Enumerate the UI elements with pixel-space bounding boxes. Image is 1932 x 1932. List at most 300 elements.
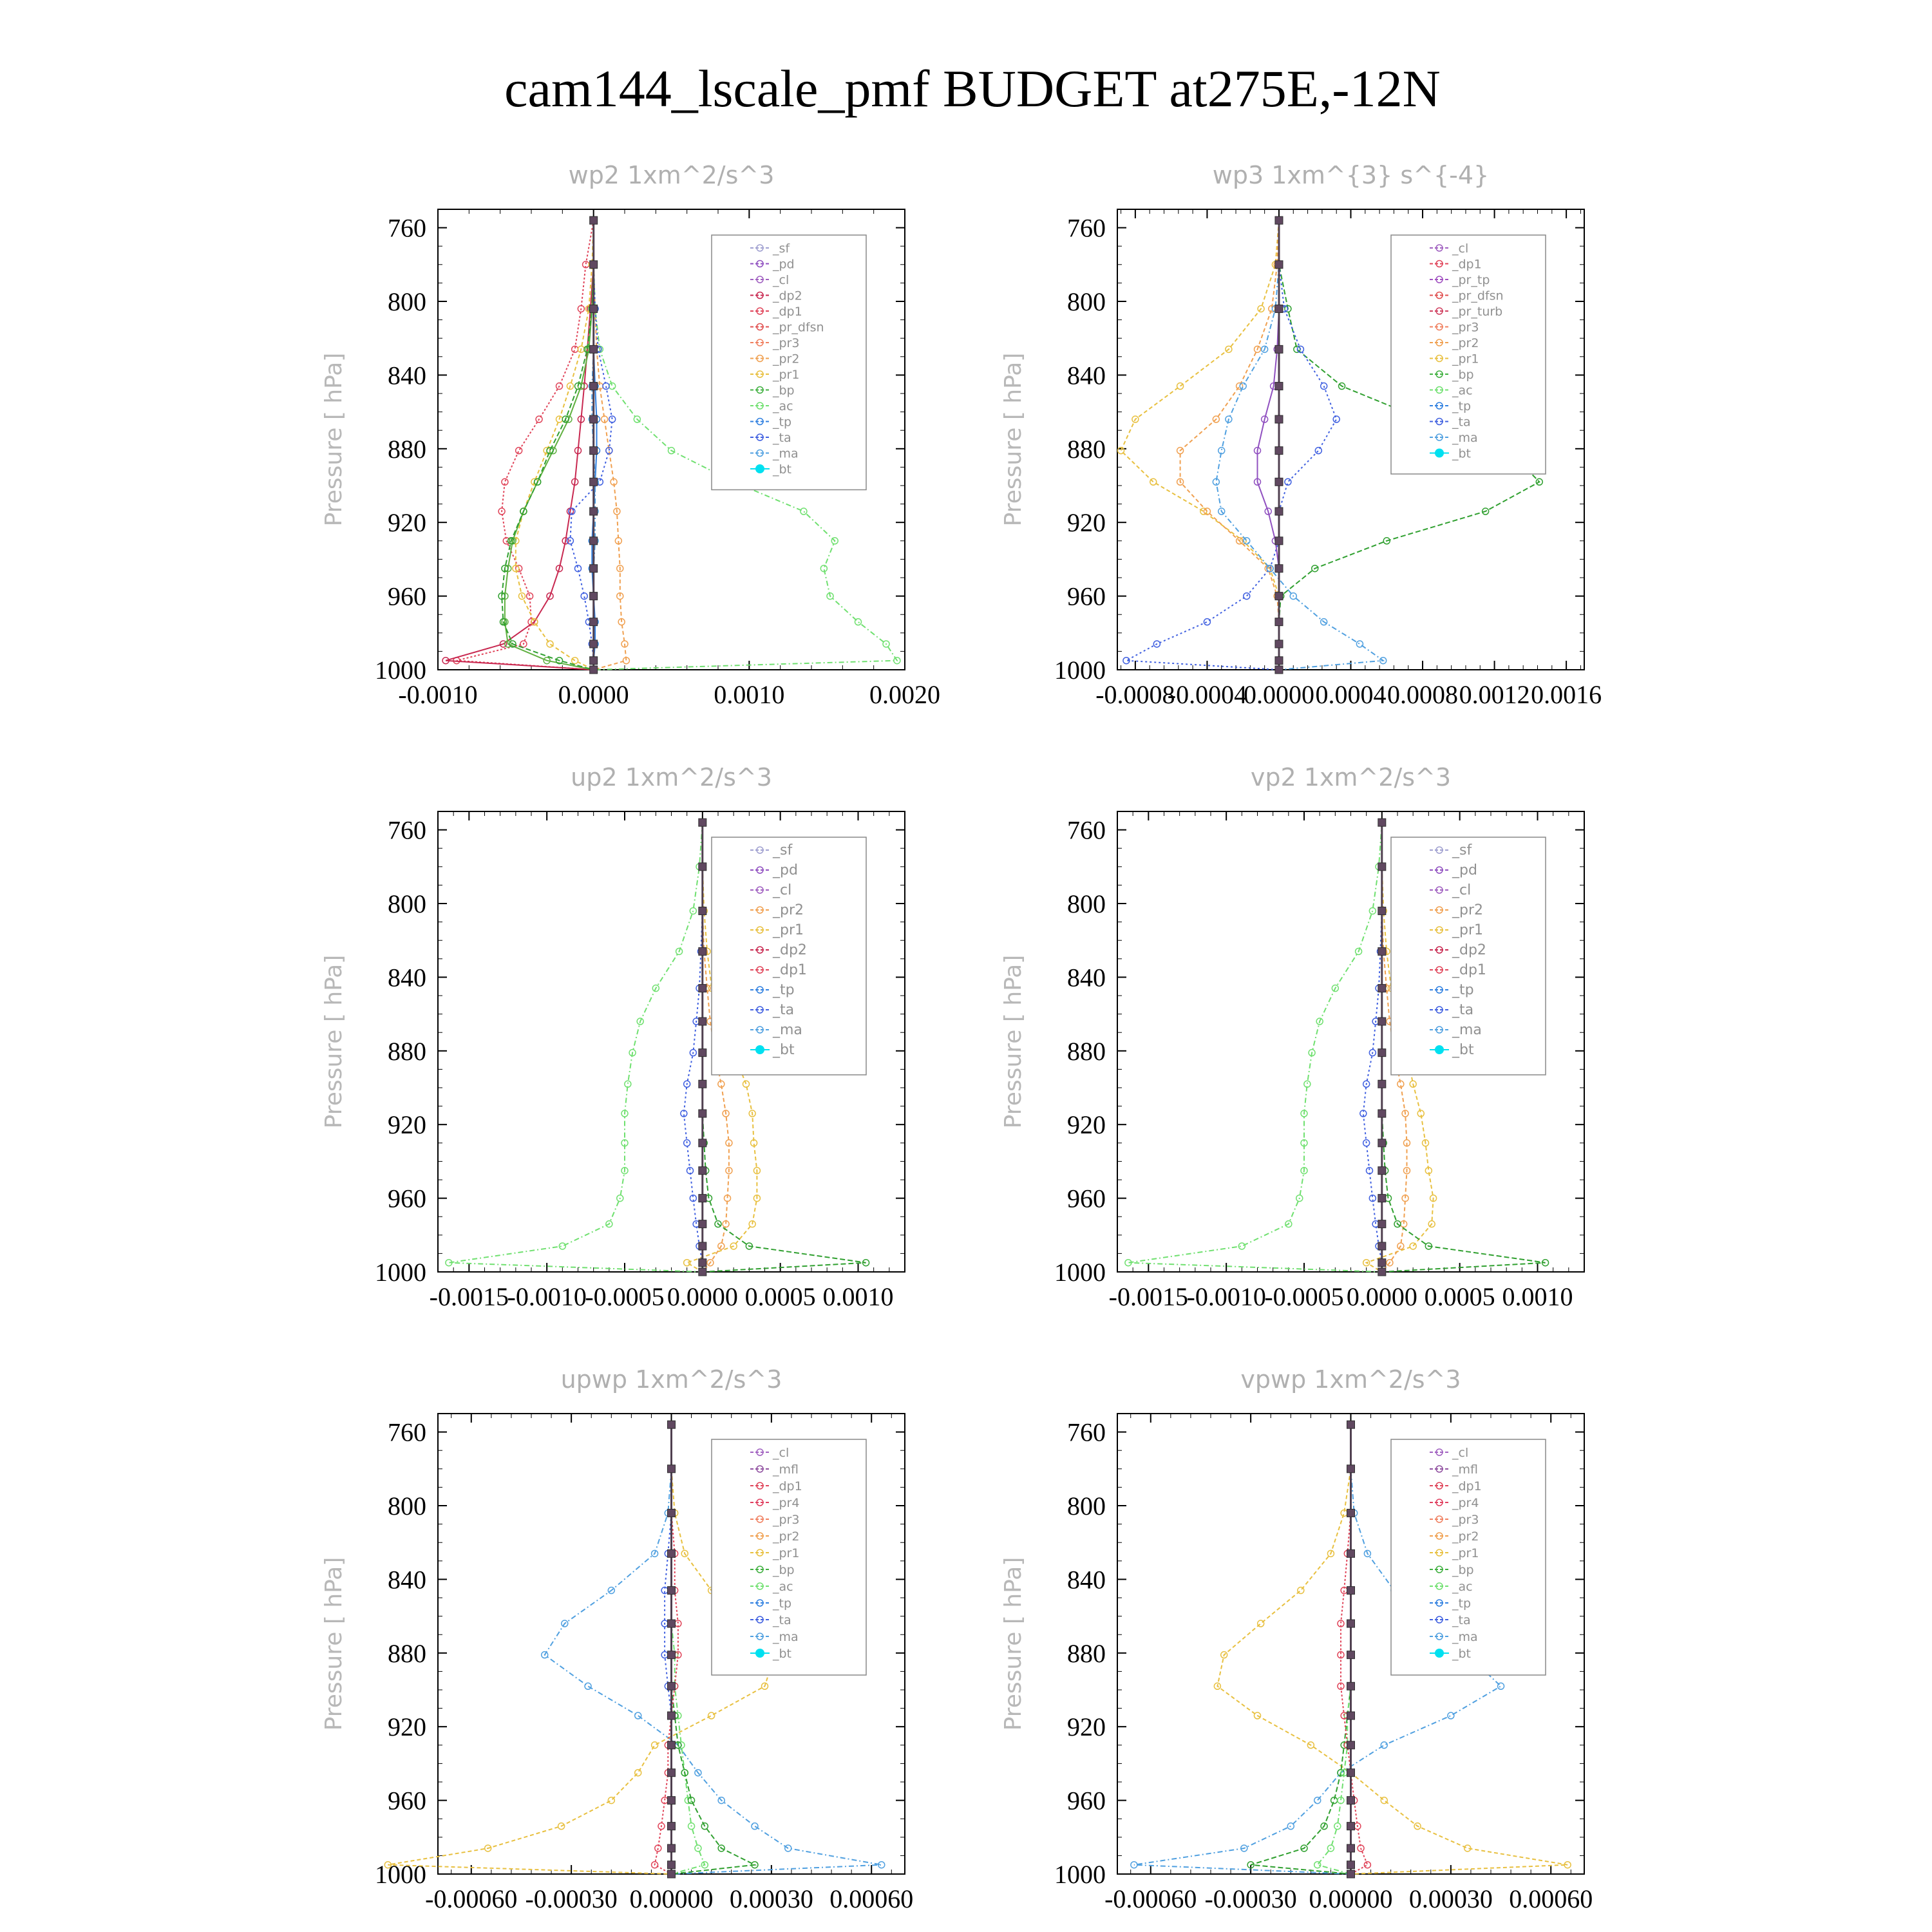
data-point [1347,1870,1355,1878]
data-point [547,641,553,647]
x-tick-label: 0.0012 [1459,680,1530,709]
series-line-pr2 [516,220,594,670]
data-point [699,863,706,871]
legend-label: _bp [773,383,795,398]
legend-label: _dp2 [773,942,807,958]
y-tick-label: 800 [388,287,426,316]
panel-title: up2 1xm^2/s^3 [571,763,772,791]
data-point [699,1110,706,1117]
legend-label: _tp [1452,399,1472,413]
data-point [668,1421,676,1428]
y-tick-label: 800 [1067,1492,1106,1520]
y-tick-label: 840 [1067,1565,1106,1595]
chart-panel-5 [321,1365,913,1913]
data-point [590,565,598,573]
x-tick-label: 0.0020 [869,680,940,709]
series-line-bp [1251,1425,1350,1874]
x-tick-label: -0.00030 [525,1884,618,1913]
data-point [1314,1797,1321,1804]
data-point [1347,1620,1355,1627]
data-point [609,416,616,422]
data-point [699,819,706,826]
data-point [609,383,616,390]
y-tick-label: 840 [1067,963,1106,992]
legend-label: _pd [773,257,795,272]
data-point [1347,1823,1355,1830]
y-tick-label: 760 [1067,815,1106,845]
y-tick-label: 1000 [1054,656,1106,685]
x-tick-label: 0.00060 [1509,1884,1593,1913]
legend-label: _cl [1452,242,1469,256]
y-tick-label: 840 [1067,361,1106,390]
y-tick-label: 760 [1067,1417,1106,1447]
data-point [1333,416,1340,422]
x-tick-label: -0.0015 [1108,1282,1188,1311]
data-point [668,1870,676,1878]
data-point [684,1260,690,1266]
legend-label: _dp1 [773,962,807,978]
legend-label: _pr4 [773,1496,800,1510]
y-tick-label: 880 [1067,1036,1106,1066]
x-tick-label: 0.0016 [1531,680,1602,709]
series-line-ac [672,1425,705,1874]
data-point [1347,1682,1355,1690]
x-tick-label: 0.00030 [1408,1884,1493,1913]
legend-label: _ac [1452,383,1473,398]
data-point [699,1167,706,1175]
legend-label: _pr2 [1452,336,1479,350]
legend-label: _ac [1452,1580,1473,1594]
panel-title: vpwp 1xm^2/s^3 [1240,1365,1461,1394]
data-point [668,1682,676,1690]
series-line-ac [1318,1425,1351,1874]
data-point [1378,1242,1386,1250]
chart-panel-3 [321,763,905,1311]
legend-label: _ac [773,399,793,413]
data-point [1275,537,1283,545]
data-point [1378,1018,1386,1025]
x-tick-label: -0.0015 [429,1282,509,1311]
panel-title: wp2 1xm^2/s^3 [568,161,775,189]
legend-label: _dp1 [1452,257,1482,272]
x-tick-label: -0.00060 [425,1884,518,1913]
data-point [1378,819,1386,826]
x-tick-label: -0.0010 [398,680,478,709]
legend-label: _ta [1452,415,1471,430]
data-point [1285,478,1291,485]
data-point [1347,1712,1355,1719]
y-tick-label: 960 [388,1184,426,1213]
y-tick-label: 960 [1067,1786,1106,1815]
data-point [1275,507,1283,515]
panel-title: wp3 1xm^{3} s^{-4} [1212,161,1490,189]
y-tick-label: 1000 [1054,1860,1106,1889]
data-point [668,1769,676,1777]
legend-label: _pr1 [1452,1546,1479,1560]
data-point [590,415,598,423]
data-point [699,907,706,914]
legend-label: _ma [1452,1022,1482,1038]
data-point [699,1049,706,1057]
y-tick-label: 920 [1067,508,1106,538]
legend-label: _tp [1452,1596,1472,1611]
data-point [668,1587,676,1595]
series-line-dp2 [446,220,594,670]
legend-label: _ma [773,1022,802,1038]
x-tick-label: 0.0000 [558,680,629,709]
x-tick-label: -0.00060 [1104,1884,1197,1913]
x-tick-label: 0.00000 [629,1884,714,1913]
x-tick-label: 0.00000 [1309,1884,1393,1913]
data-point [1356,641,1363,647]
legend-label: _pr2 [1452,902,1484,918]
legend-label: _cl [1452,1446,1469,1460]
y-tick-label: 800 [1067,889,1106,918]
data-point [1275,565,1283,573]
data-point [1378,985,1386,992]
series-line-bp [502,220,594,670]
y-axis-label: Pressure [ hPa] [1000,352,1027,527]
data-point [699,1018,706,1025]
data-point [1378,1195,1386,1202]
data-point [668,1741,676,1749]
data-point [668,1797,676,1804]
data-point [590,537,598,545]
legend-label: _tp [773,415,792,430]
panel-title: vp2 1xm^2/s^3 [1250,763,1452,791]
data-point [590,618,598,626]
legend-marker [1435,1649,1444,1658]
data-point [1378,1139,1386,1147]
legend-label: _pr3 [773,336,800,350]
data-point [1258,1620,1264,1627]
y-tick-label: 920 [388,1110,426,1140]
y-tick-label: 960 [388,582,426,611]
y-tick-label: 960 [1067,582,1106,611]
x-tick-label: -0.0010 [1186,1282,1266,1311]
data-point [590,261,598,269]
data-point [652,1742,658,1748]
y-tick-label: 920 [1067,1712,1106,1742]
x-tick-label: -0.0010 [507,1282,587,1311]
panels [321,161,1602,1913]
legend-label: _dp2 [773,289,802,303]
data-point [590,478,598,486]
data-point [1347,1509,1355,1517]
data-point [1298,1587,1304,1594]
data-point [1347,1421,1355,1428]
data-point [1275,618,1283,626]
legend-label: _ta [773,1002,795,1018]
x-tick-label: -0.0004 [1167,680,1247,709]
series-line-pr4 [1341,1425,1367,1874]
legend-label: _tp [773,1596,792,1611]
data-point [1275,345,1283,353]
x-tick-label: 0.00060 [829,1884,914,1913]
data-point [1315,448,1321,454]
data-point [1275,415,1283,423]
data-point [752,1823,758,1830]
legend-label: _bp [1452,368,1474,382]
legend-label: _pr3 [1452,1513,1479,1527]
legend-marker [1435,449,1444,458]
legend-marker [755,1045,764,1054]
legend-label: _ma [773,1630,799,1644]
series-line-ta [570,220,612,670]
legend-label: _sf [773,842,793,858]
legend-label: _pr1 [773,368,800,382]
data-point [1275,640,1283,648]
x-tick-label: 0.00030 [729,1884,813,1913]
data-point [585,1683,591,1689]
legend-label: _pr_turb [1452,305,1503,319]
legend-label: _pr1 [773,922,804,938]
data-point [1204,619,1210,625]
data-point [1381,1797,1387,1804]
x-tick-label: 0.0005 [1424,1282,1495,1311]
series-line-dp1 [1258,220,1280,670]
x-tick-label: 0.0000 [667,1282,738,1311]
legend-label: _sf [1452,842,1472,858]
y-tick-label: 960 [1067,1184,1106,1213]
x-tick-label: 0.0000 [1243,680,1314,709]
legend-label: _bt [773,1647,792,1661]
series-line-ta [665,1425,671,1874]
legend-label: _pr3 [1452,320,1479,335]
chart-panel-4 [1000,763,1584,1311]
y-tick-label: 920 [388,508,426,538]
chart-panel-2 [1000,161,1602,709]
legend-label: _cl [773,1446,790,1460]
data-point [1498,1683,1504,1689]
data-point [590,345,598,353]
panel-title: upwp 1xm^2/s^3 [560,1365,782,1394]
data-point [699,985,706,992]
data-point [1275,305,1283,312]
legend-label: _ta [773,1613,791,1627]
data-point [516,448,522,454]
y-tick-label: 1000 [375,1258,426,1287]
data-point [699,947,706,955]
legend-label: _pr4 [1452,1496,1479,1510]
legend-label: _dp1 [773,1479,802,1493]
x-tick-label: 0.0005 [744,1282,816,1311]
series-line-pr2 [1180,220,1279,670]
legend-label: _pr1 [1452,352,1479,366]
data-point [1275,657,1283,665]
data-point [1381,1742,1387,1748]
series-line-ta [684,822,703,1272]
data-point [1347,1741,1355,1749]
data-point [625,1081,631,1087]
legend-label: _pd [1452,862,1477,878]
data-point [1275,592,1283,600]
y-axis-label: Pressure [ hPa] [1000,1557,1027,1731]
data-point [590,447,598,455]
y-tick-label: 880 [388,1036,426,1066]
data-point [743,1081,750,1087]
legend-label: _tp [1452,982,1474,998]
legend-label: _bt [773,462,792,477]
y-tick-label: 800 [388,889,426,918]
data-point [635,1712,641,1719]
data-point [1150,478,1157,485]
data-point [1448,1712,1454,1719]
legend-label: _pr2 [773,902,804,918]
y-tick-label: 800 [1067,287,1106,316]
data-point [668,1844,676,1852]
legend-label: _dp2 [1452,942,1486,958]
legend-label: _bp [1452,1563,1474,1577]
legend-label: _tp [773,982,795,998]
y-tick-label: 880 [388,1638,426,1668]
legend-label: _pr3 [773,1513,800,1527]
y-tick-label: 1000 [1054,1258,1106,1287]
data-point [590,592,598,600]
data-point [1378,1080,1386,1088]
data-point [699,1242,706,1250]
data-point [668,1651,676,1659]
series-line-ta [1126,220,1336,670]
y-tick-label: 880 [388,434,426,464]
series-line-tp [1216,220,1383,670]
y-tick-label: 880 [1067,1638,1106,1668]
y-tick-label: 840 [388,963,426,992]
data-point [699,1259,706,1267]
data-point [608,1797,614,1804]
data-point [1347,1769,1355,1777]
legend-label: _pr2 [773,352,800,366]
legend-label: _bt [1452,1647,1472,1661]
legend-label: _ta [1452,1002,1474,1018]
legend-label: _pr1 [773,1546,800,1560]
legend-label: _bt [1452,1042,1474,1058]
data-point [1347,1587,1355,1595]
data-point [635,1770,641,1776]
data-point [1347,1844,1355,1852]
legend-label: _pr1 [1452,922,1484,938]
data-point [1347,1651,1355,1659]
legend-label: _pr_tp [1452,273,1490,287]
x-tick-label: 0.0008 [1387,680,1459,709]
legend-label: _mfl [773,1463,799,1477]
data-point [1177,383,1184,390]
y-tick-label: 760 [1067,213,1106,243]
data-point [1378,863,1386,871]
legend-label: _bt [773,1042,795,1058]
x-tick-label: -0.0005 [585,1282,665,1311]
y-tick-label: 1000 [375,656,426,685]
y-tick-label: 840 [388,1565,426,1595]
legend-label: _ta [773,431,791,445]
x-tick-label: 0.0010 [714,680,785,709]
y-axis-label: Pressure [ hPa] [321,954,347,1129]
legend-label: _dp1 [1452,962,1486,978]
data-point [1378,1220,1386,1228]
legend-label: _pr_dfsn [1452,289,1504,303]
data-point [699,1080,706,1088]
data-point [1275,447,1283,455]
data-point [668,1823,676,1830]
legend-label: _cl [773,273,790,287]
y-tick-label: 800 [388,1492,426,1520]
y-axis-label: Pressure [ hPa] [321,1557,347,1731]
data-point [1378,907,1386,914]
y-tick-label: 760 [388,815,426,845]
legend-label: _bp [773,1563,795,1577]
legend-label: _dp1 [1452,1479,1482,1493]
x-tick-label: 0.0010 [822,1282,894,1311]
figure-title: cam144_lscale_pmf BUDGET at275E,-12N [504,59,1441,118]
data-point [1275,666,1283,674]
y-tick-label: 960 [388,1786,426,1815]
data-point [668,1712,676,1719]
x-tick-label: -0.00030 [1204,1884,1297,1913]
data-point [668,1509,676,1517]
data-point [699,1268,706,1276]
data-point [603,383,609,390]
data-point [590,640,598,648]
data-point [590,216,598,224]
x-tick-label: 0.0004 [1315,680,1387,709]
legend-label: _ta [1452,1613,1471,1627]
y-axis-label: Pressure [ hPa] [321,352,347,527]
series-line-pr1 [1121,220,1279,670]
data-point [668,1549,676,1557]
data-point [708,1712,715,1719]
data-point [1364,1862,1370,1868]
chart-panel-6 [1000,1365,1593,1913]
legend-label: _ac [773,1580,793,1594]
legend-marker [755,464,764,473]
x-tick-label: 0.0010 [1502,1282,1573,1311]
data-point [590,383,598,390]
data-point [1287,1823,1294,1830]
x-tick-label: -0.0005 [1264,1282,1344,1311]
x-tick-label: 0.0000 [1346,1282,1417,1311]
series-line-pr1 [505,220,594,670]
data-point [1347,1465,1355,1473]
data-point [1378,1259,1386,1267]
data-point [1275,261,1283,269]
data-point [1347,1861,1355,1869]
x-tick-label: -0.0008 [1095,680,1175,709]
legend-label: _pd [773,862,798,878]
legend-label: _ma [1452,1630,1478,1644]
y-tick-label: 1000 [375,1860,426,1889]
data-point [1378,1268,1386,1276]
legend-label: _ma [1452,431,1478,445]
legend-label: _mfl [1452,1463,1478,1477]
legend-label: _cl [1452,882,1472,898]
legend-label: _pr_dfsn [773,320,824,335]
data-point [668,1861,676,1869]
y-tick-label: 880 [1067,434,1106,464]
legend-label: _cl [773,882,792,898]
chart-panel-1 [321,161,940,709]
legend-label: _pr2 [773,1530,800,1544]
data-point [1347,1797,1355,1804]
legend-label: _pr2 [1452,1530,1479,1544]
data-point [699,1220,706,1228]
series-line-ta [1363,822,1382,1272]
data-point [1378,1167,1386,1175]
data-point [668,1620,676,1627]
series-line-dp1 [1128,822,1382,1272]
data-point [1275,216,1283,224]
data-point [668,1465,676,1473]
data-point [699,1195,706,1202]
